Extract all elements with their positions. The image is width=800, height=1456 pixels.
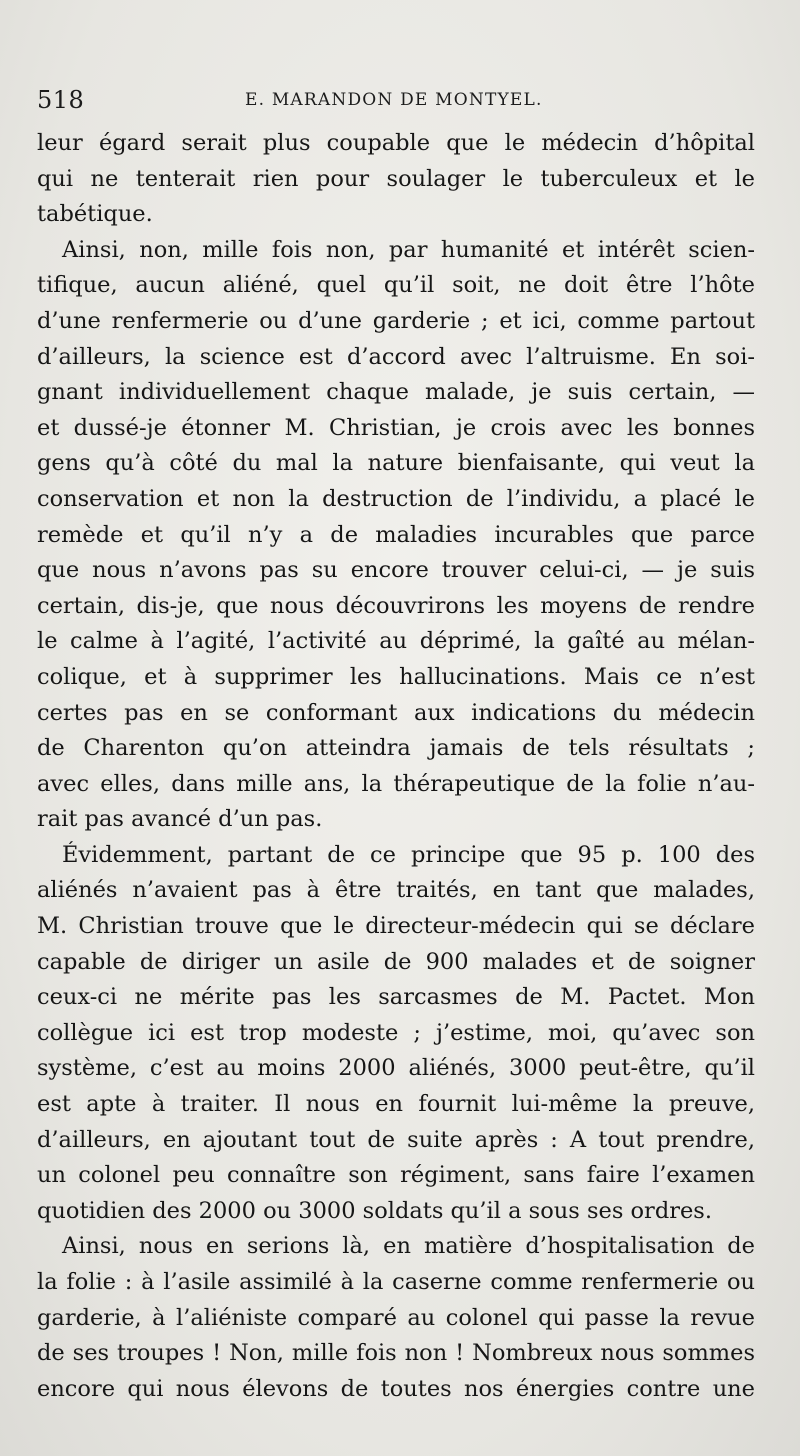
text-line: encore qui nous élevons de toutes nos énergies contre une: [37, 1375, 755, 1402]
text-line: avec elles, dans mille ans, la thérapeutique de la folie n’au-: [37, 770, 755, 797]
running-head: E. MARANDON DE MONTYEL.: [245, 90, 543, 110]
text-line: certes pas en se conformant aux indications du médecin: [37, 699, 755, 726]
page-header: [37, 86, 748, 116]
text-line: remède et qu’il n’y a de maladies incurables que parce: [37, 521, 755, 548]
body-text: [37, 126, 755, 1407]
text-line: Évidemment, partant de ce principe que 95 p. 100 des: [62, 841, 755, 868]
text-line: de Charenton qu’on atteindra jamais de tels résultats ;: [37, 735, 755, 762]
text-line: rait pas avancé d’un pas.: [37, 806, 323, 833]
text-line: tifique, aucun aliéné, quel qu’il soit, ne doit être l’hôte: [37, 272, 755, 299]
text-line: système, c’est au moins 2000 aliénés, 3000 peut-être, qu’il: [37, 1055, 755, 1082]
text-line: que nous n’avons pas su encore trouver celui-ci, — je suis: [37, 557, 755, 584]
text-line: de ses troupes ! Non, mille fois non ! Nombreux nous sommes: [37, 1340, 755, 1367]
text-line: la folie : à l’asile assimilé à la caserne comme renfermerie ou: [37, 1269, 755, 1295]
text-line: M. Christian trouve que le directeur-médecin qui se déclare: [37, 913, 755, 940]
text-line: aliénés n’avaient pas à être traités, en tant que malades,: [37, 877, 755, 904]
text-line: d’ailleurs, la science est d’accord avec l’altruisme. En soi-: [37, 343, 755, 370]
text-line: et dussé-je étonner M. Christian, je crois avec les bonnes: [37, 414, 755, 441]
text-line: garderie, à l’aliéniste comparé au colonel qui passe la revue: [37, 1304, 755, 1331]
text-line: le calme à l’agité, l’activité au déprimé, la gaîté au mélan-: [37, 628, 755, 655]
text-line: Ainsi, nous en serions là, en matière d’hospitalisation de: [62, 1233, 755, 1260]
text-line: qui ne tenterait rien pour soulager le tuberculeux et le: [37, 165, 755, 192]
text-line: gnant individuellement chaque malade, je suis certain, —: [37, 379, 755, 406]
page-number: 518: [37, 86, 85, 114]
text-line: collègue ici est trop modeste ; j’estime, moi, qu’avec son: [37, 1019, 755, 1046]
text-line: quotidien des 2000 ou 3000 soldats qu’il a sous ses ordres.: [37, 1197, 712, 1224]
text-line: leur égard serait plus coupable que le médecin d’hôpital: [37, 130, 755, 156]
text-line: colique, et à supprimer les hallucinations. Mais ce n’est: [37, 663, 755, 690]
text-line: d’une renfermerie ou d’une garderie ; et ici, comme partout: [37, 307, 755, 334]
text-line: Ainsi, non, mille fois non, par humanité et intérêt scien-: [62, 236, 755, 263]
text-line: ceux-ci ne mérite pas les sarcasmes de M. Pactet. Mon: [37, 984, 755, 1011]
text-line: est apte à traiter. Il nous en fournit lui-même la preuve,: [37, 1091, 755, 1118]
text-line: conservation et non la destruction de l’individu, a placé le: [37, 485, 755, 512]
text-line: un colonel peu connaître son régiment, sans faire l’examen: [37, 1162, 755, 1189]
text-line: gens qu’à côté du mal la nature bienfaisante, qui veut la: [37, 450, 755, 477]
text-line: tabétique.: [37, 201, 153, 228]
text-line: certain, dis-je, que nous découvrirons les moyens de rendre: [37, 592, 755, 619]
text-line: capable de diriger un asile de 900 malades et de soigner: [37, 948, 755, 975]
text-line: d’ailleurs, en ajoutant tout de suite après : A tout prendre,: [37, 1126, 755, 1153]
